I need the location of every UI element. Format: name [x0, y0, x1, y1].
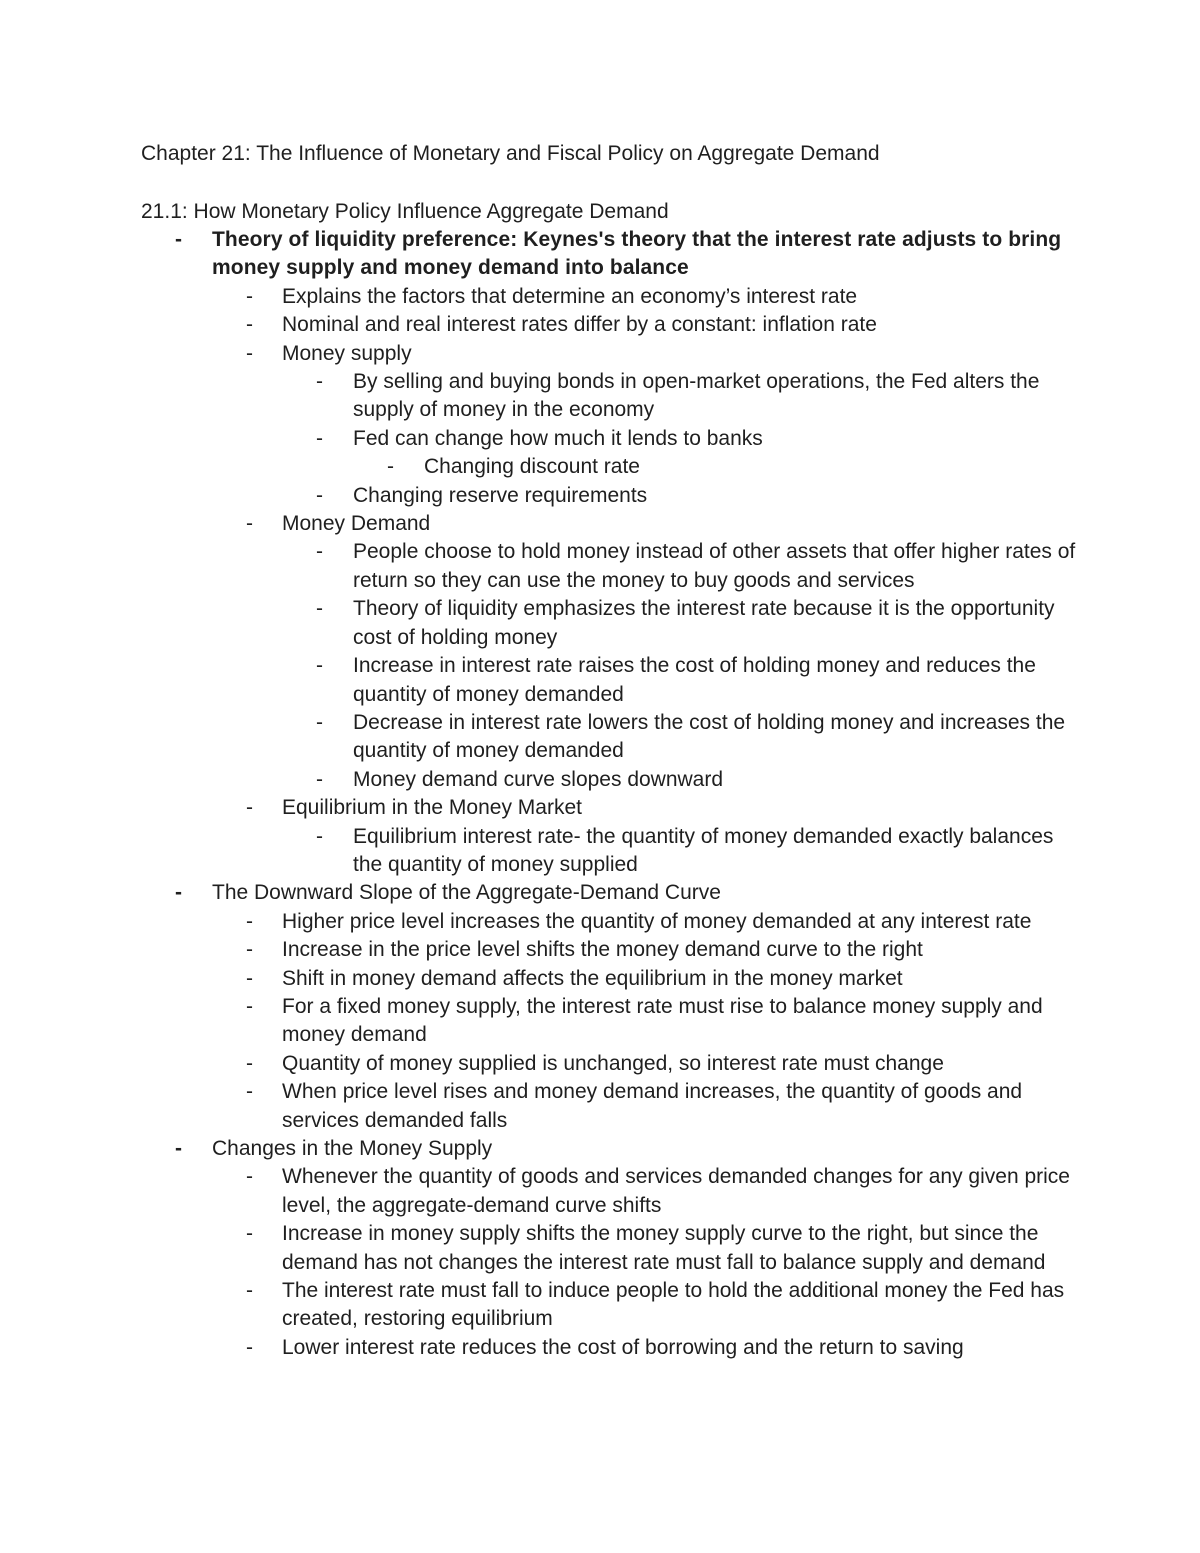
list-item-text: Lower interest rate reduces the cost of borrowing and the return to saving — [282, 1335, 964, 1359]
list-item — [141, 993, 1081, 1050]
bullet-dash: - — [246, 1051, 253, 1075]
list-item — [141, 1050, 1081, 1078]
outline-list — [141, 226, 1081, 1362]
bullet-dash: - — [175, 228, 182, 251]
list-item-text: Theory of liquidity emphasizes the interest rate because it is the opportunity cost of holding money — [353, 597, 1055, 649]
list-item-text: When price level rises and money demand increases, the quantity of goods and services demanded falls — [282, 1080, 1023, 1132]
bullet-dash: - — [246, 1335, 253, 1359]
list-item-text: By selling and buying bonds in open-market operations, the Fed alters the supply of money in the economy — [353, 370, 1040, 422]
list-item — [141, 510, 1081, 538]
list-item-text: Changing discount rate — [424, 455, 640, 479]
list-item-text: Theory of liquidity preference: Keynes's theory that the interest rate adjusts to bring money supply and money demand into balance — [212, 228, 1062, 280]
list-item-text: Money supply — [282, 341, 412, 365]
list-item — [141, 965, 1081, 993]
list-item — [141, 425, 1081, 453]
bullet-dash: - — [246, 1165, 253, 1189]
bullet-dash: - — [246, 909, 253, 933]
list-item — [141, 340, 1081, 368]
bullet-dash: - — [175, 881, 182, 905]
bullet-dash: - — [316, 483, 323, 507]
list-item — [141, 709, 1081, 766]
bullet-dash: - — [316, 540, 323, 564]
list-item — [141, 879, 1081, 907]
bullet-dash: - — [246, 284, 253, 308]
bullet-dash: - — [316, 654, 323, 678]
list-item-text: Higher price level increases the quantity of money demanded at any interest rate — [282, 909, 1032, 933]
list-item-text: Increase in money supply shifts the money supply curve to the right, but since the demand has not changes the interest rate must fall to balance supply and demand — [282, 1222, 1046, 1274]
list-item — [141, 1277, 1081, 1334]
list-item-text: The interest rate must fall to induce people to hold the additional money the Fed has created, restoring equilibrium — [282, 1279, 1065, 1331]
list-item-text: Fed can change how much it lends to banks — [353, 426, 763, 450]
list-item — [141, 794, 1081, 822]
list-item — [141, 482, 1081, 510]
list-item-text: Nominal and real interest rates differ by a constant: inflation rate — [282, 313, 877, 337]
bullet-dash: - — [316, 597, 323, 621]
bullet-dash: - — [246, 796, 253, 820]
bullet-dash: - — [246, 994, 253, 1018]
bullet-dash: - — [175, 1137, 182, 1160]
bullet-dash: - — [246, 512, 253, 536]
list-item — [141, 1220, 1081, 1277]
list-item — [141, 453, 1081, 481]
bullet-dash: - — [246, 966, 253, 990]
list-item-text: Shift in money demand affects the equilibrium in the money market — [282, 966, 903, 990]
list-item — [141, 652, 1081, 709]
list-item — [141, 1334, 1081, 1362]
list-item-text: For a fixed money supply, the interest rate must rise to balance money supply and money demand — [282, 994, 1043, 1047]
bullet-dash: - — [316, 767, 323, 791]
list-item-text: The Downward Slope of the Aggregate-Demand Curve — [212, 881, 721, 905]
list-item — [141, 538, 1081, 595]
list-item-text: Money Demand — [282, 512, 431, 536]
bullet-dash: - — [246, 1080, 253, 1104]
bullet-dash: - — [316, 824, 323, 848]
list-item — [141, 766, 1081, 794]
section-title: 21.1: How Monetary Policy Influence Aggregate Demand — [141, 200, 669, 223]
list-item-text: Changing reserve requirements — [353, 483, 648, 507]
list-item-text: Equilibrium in the Money Market — [282, 796, 582, 820]
bullet-dash: - — [316, 370, 323, 394]
list-item-text: Equilibrium interest rate- the quantity of money demanded exactly balances the quantity of money supplied — [353, 824, 1054, 876]
list-item-text: People choose to hold money instead of other assets that offer higher rates of return so they can use the money to buy goods and services — [353, 540, 1076, 592]
list-item — [141, 1135, 1081, 1163]
bullet-dash: - — [246, 1279, 253, 1303]
bullet-dash: - — [246, 1222, 253, 1246]
bullet-dash: - — [246, 938, 253, 962]
list-item-text: Increase in interest rate raises the cost of holding money and reduces the quantity of money demanded — [353, 654, 1036, 706]
list-item-text: Explains the factors that determine an economy’s interest rate — [282, 284, 858, 308]
list-item — [141, 283, 1081, 311]
list-item-text: Changes in the Money Supply — [212, 1137, 493, 1160]
list-item — [141, 1163, 1081, 1220]
list-item — [141, 368, 1081, 425]
list-item — [141, 1078, 1081, 1135]
list-item-text: Quantity of money supplied is unchanged, so interest rate must change — [282, 1051, 944, 1075]
list-item — [141, 823, 1081, 880]
list-item — [141, 936, 1081, 964]
bullet-dash: - — [246, 341, 253, 365]
bullet-dash: - — [246, 313, 253, 337]
list-item — [141, 595, 1081, 652]
bullet-dash: - — [316, 710, 323, 734]
list-item-text: Decrease in interest rate lowers the cost of holding money and increases the quantity of money demanded — [353, 710, 1066, 763]
list-item-text: Increase in the price level shifts the money demand curve to the right — [282, 938, 923, 962]
list-item — [141, 908, 1081, 936]
chapter-title: Chapter 21: The Influence of Monetary and Fiscal Policy on Aggregate Demand — [141, 142, 880, 165]
list-item — [141, 311, 1081, 339]
bullet-dash: - — [316, 426, 323, 450]
list-item-text: Money demand curve slopes downward — [353, 767, 724, 791]
list-item-text: Whenever the quantity of goods and services demanded changes for any given price level, the aggregate-demand curve shifts — [282, 1165, 1070, 1217]
bullet-dash: - — [387, 455, 394, 479]
list-item — [141, 226, 1081, 283]
